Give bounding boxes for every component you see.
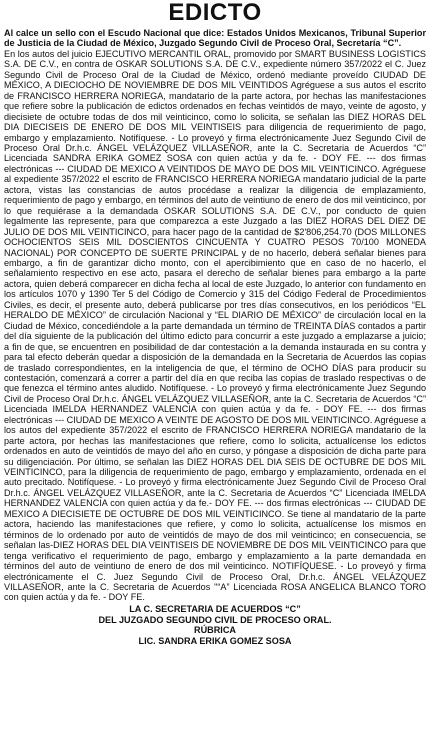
signature-line-rubrica: RÚBRICA — [194, 625, 236, 636]
signature-line-court: DEL JUZGADO SEGUNDO CIVIL DE PROCESO ORAL. — [98, 614, 332, 625]
notice-title: EDICTO — [168, 0, 262, 26]
signature-block — [4, 604, 426, 646]
signature-line-secretary: LA C. SECRETARIA DE ACUERDOS “C” — [129, 603, 301, 614]
seal-description: Al calce un sello con el Escudo Nacional que dice: Estados Unidos Mexicanos, Tribunal Superior de Justicia de la Ciudad de México, Juzgado Segundo Civil de Proceso Oral, Secretaría “C”. — [4, 28, 426, 49]
signature-line-name: LIC. SANDRA ERIKA GOMEZ SOSA — [138, 635, 292, 646]
notice-body: En los autos del juicio EJECUTIVO MERCANTIL ORAL, promovido por SMART BUSINESS LOGISTICS S.A. DE C.V., en contra de OSKAR SOLUTIONS S.A. DE C.V., expediente número 357/2022 el C. Juez Segundo Civil de Proceso Oral de la Ciudad de México, ordenó mediante proveído CIUDAD DE MÉXICO, A DIECIOCHO DE NOVIEMBRE DE DOS MIL VEINTIDOS Agréguese a sus autos el escrito de FRANCISCO HERRERA NORIEGA, mandatario de la parte actora, por hechas las manifestaciones que refiere sobre la publicación de edictos ordenados en fechas veintidós de mayo, veinte de agosto, y diecisiete de octubre todas de dos mil veinticinco, como lo solicita, se señalan las DIEZ HORAS DEL DIA DIECISEIS DE ENERO DE DOS MIL VEINTISEIS para diligencia de requerimiento de pago, embargo y emplazamiento. Notifíquese. - Lo proveyó y firma electrónicamente Juez Segundo Civil de Proceso Oral Dr.h.c. ÁNGEL VELÁZQUEZ VILLASEÑOR, ante la C. Secretaria de Acuerdos “C” Licenciada SANDRA ERIKA GOMEZ SOSA con quien actúa y da fe. - DOY FE. --- dos firmas electrónicas --- CIUDAD DE MEXICO A VEINTIDOS DE MAYO DE DOS MIL VEINTICINCO. Agréguese al expediente 357/2022 el escrito de FRANCISCO HERRERA NORIEGA mandatario judicial de la parte actora, vistas las constancias de autos procédase a realizar la diligencia de emplazamiento, requerimiento de pago y embargo, en términos del auto de veintiuno de enero de dos mil veinticinco, por lo que requiérase a la demandada OSKAR SOLUTIONS S.A. DE C.V., por conducto de quien legalmente las represente, para que comparezca a este Juzgado a las DIEZ HORAS DEL DIEZ DE JULIO DE DOS MIL VEINTICINCO, para hacer pago de la cantidad de $2'806,254.70 (DOS MILLONES OCHOCIENTOS SEIS MIL DOSCIENTOS CINCUENTA Y CUATRO PESOS 70/100 MONEDA NACIONAL) POR CONCEPTO DE SUERTE PRINCIPAL y de no hacerlo, deberá señalar bienes para embargo, a fin de garantizar dicho monto, con el apercibimiento que en caso de no hacerlo, el señalamiento respectivo en ese acto, pasara el derecho de señalar bienes para embargo a la parte actora, quien deberá comparecer en dicha fecha al local de este Juzgado, lo anterior con fundamento en los artículos 1070 y 1390 Ter 5 del Código de Comercio y 315 del Código Federal de Procedimientos Civiles, es decir, el presente auto, deberá publicarse por tres días consecutivos, en los periódicos “EL HERALDO DE MÉXICO” de circulación Nacional y “EL DIARIO DE MÉXICO” de circulación local en la Ciudad de México, concediéndole a la parte demandada un término de TREINTA DÍAS contados a partir del día siguiente de la publicación del último edicto para concurrir a este juzgado a emplazarse a juicio; a fin de que, se encuentren en posibilidad de dar contestación a la demanda instaurada en su contra y para tal efecto deberán quedar a disposición de la demandada en la Secretaria de Acuerdos las copias de traslado correspondientes, en la inteligencia de que, el término de OCHO DÍAS para producir su contestación, comenzará a correr a partir del día en que reciba las copias de traslado respectivas o de que fenezca el término antes aludido. Notifíquese. - Lo proveyó y firma electrónicamente Juez Segundo Civil de Proceso Oral Dr.h.c. ÁNGEL VELÁZQUEZ VILLASEÑOR, ante la C. Secretaria de Acuerdos “C” Licenciada IMELDA HERNANDEZ VALENCIA con quien actúa y da fe. - DOY FE. --- dos firmas electrónicas --- CIUDAD DE MEXICO A VEINTE DE AGOSTO DE DOS MIL VEINTICINCO. Agréguese a los autos del expediente 357/2022 el escrito de FRANCISCO HERRERA NORIEGA mandatario de la parte actora, por hechas las manifestaciones que refiere, como lo solicita, actualícense los edictos ordenados en auto de veintidós de mayo del año en curso, y póngase a disposición de dicha parte para su diligenciación. Por último, se señalan las DIEZ HORAS DEL DIA SEIS DE OCTUBRE DE DOS MIL VEINTICINCO, para la diligencia de requerimiento de pago, embargo y emplazamiento, ordenada en el auto precitado. Notifíquese. - Lo proveyó y firma electrónicamente Juez Segundo Civil de Proceso Oral Dr.h.c. ÁNGEL VELÁZQUEZ VILLASEÑOR, ante la C. Secretaria de Acuerdos “C” Licenciada IMELDA HERNANDEZ VALENCIA con quien actúa y da fe.- DOY FE. --- dos firmas electrónicas --- CIUDAD DE MEXICO A DIECISIETE DE OCTUBRE DE DOS MIL VEINTICINCO. Se tiene al mandatario de la parte actora, haciendo las manifestaciones que refiere, y como lo solicita, actualícense los mismos en términos de lo ordenado por auto de veintidós de mayo de dos mil veinticinco; en consecuencia, se señalan las-DIEZ HORAS DEL DIA VEINTISEIS DE NOVIEMBRE DE DOS MIL VEINTICINCO para que tenga verificativo el requerimiento de pago, embargo y emplazamiento a la parte demandada en términos del auto de veintiuno de enero de dos mil veinticinco. NOTIFÍQUESE. - Lo proveyó y firma electrónicamente el C. Juez Segundo Civil de Proceso Oral, Dr.h.c. ÁNGEL VELÁZQUEZ VILLASEÑOR, ante la C. Secretaria de Acuerdos "“A” Licenciada ROSA ANGELICA BLANCO TORO con quien actúa y da fe. - DOY FE. — [4, 48, 426, 603]
